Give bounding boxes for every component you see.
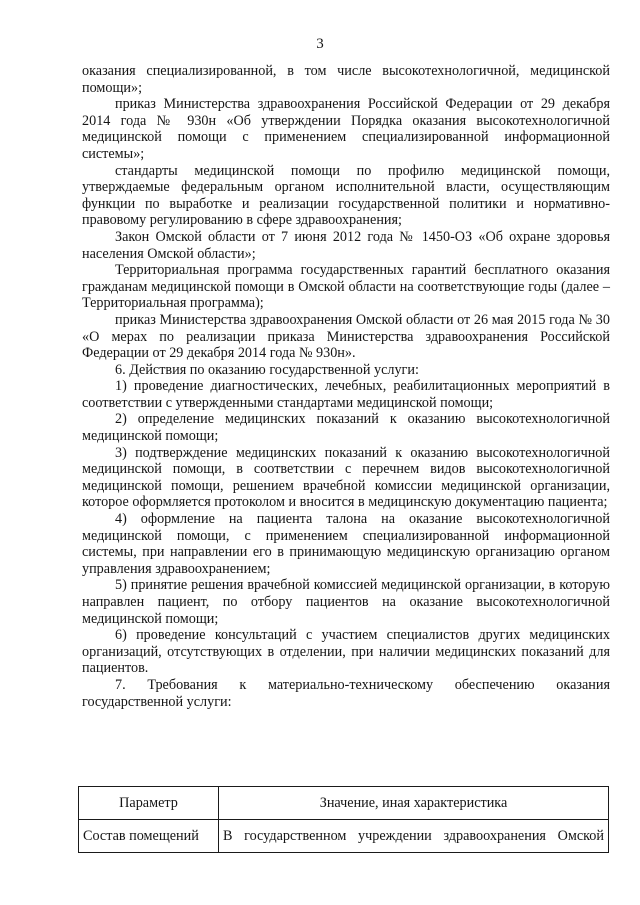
- list-item: 6) проведение консультаций с участием специалистов других медицинских организаций, отсутствующих в отделении, при наличии медицинских показаний для пациентов.: [82, 627, 610, 677]
- paragraph: приказ Министерства здравоохранения Российской Федерации от 29 декабря 2014 года № 930н «Об утверждении Порядка оказания высокотехнологичной медицинской помощи с применением специализированной информационной системы»;: [82, 96, 610, 162]
- paragraph: стандарты медицинской помощи по профилю медицинской помощи, утверждаемые федеральным органом исполнительной власти, осуществляющим функции по выработке и реализации государственной политики и нормативно-правовому регулированию в сфере здравоохранения;: [82, 162, 610, 229]
- table-cell-value: В государственном учреждении здравоохранения Омской: [219, 820, 609, 853]
- page-number: 3: [316, 36, 324, 52]
- list-item: 4) оформление на пациента талона на оказание высокотехнологичной медицинской помощи, с применением специализированной информационной системы, при направлении его в принимающую медицинскую организацию органом управления здравоохранением;: [82, 511, 610, 577]
- list-item: 2) определение медицинских показаний к оказанию высокотехнологичной медицинской помощи;: [82, 411, 610, 445]
- column-header-parameter: Параметр: [79, 787, 219, 820]
- paragraph: Закон Омской области от 7 июня 2012 года № 1450-ОЗ «Об охране здоровья населения Омской области»;: [82, 228, 610, 262]
- document-body: [82, 63, 610, 710]
- list-item: 3) подтверждение медицинских показаний к оказанию высокотехнологичной медицинской помощи, в соответствии с перечнем видов высокотехнологичной медицинской помощи, решением врачебной комиссии медицинской организации, которое оформляется протоколом и вносится в медицинскую документацию пациента;: [82, 444, 610, 511]
- table-cell-parameter: Состав помещений: [79, 820, 219, 853]
- paragraph: оказания специализированной, в том числе высокотехнологичной, медицинской помощи»;: [82, 63, 610, 96]
- list-item: 1) проведение диагностических, лечебных, реабилитационных мероприятий в соответствии с утвержденными стандартами медицинской помощи;: [82, 378, 610, 411]
- paragraph: приказ Министерства здравоохранения Омской области от 26 мая 2015 года № 30 «О мерах по реализации приказа Министерства здравоохранения Российской Федерации от 29 декабря 2014 года № 930н».: [82, 311, 610, 362]
- section-heading: 6. Действия по оказанию государственной услуги:: [115, 361, 419, 378]
- section-heading: 7. Требования к материально-техническому обеспечению оказания государственной услуги:: [82, 676, 610, 710]
- column-header-value: Значение, иная характеристика: [219, 787, 609, 820]
- paragraph: Территориальная программа государственных гарантий бесплатного оказания гражданам медицинской помощи в Омской области на соответствующие годы (далее – Территориальная программа);: [82, 262, 610, 312]
- requirements-table: [78, 786, 609, 853]
- table-header-row: [79, 787, 609, 820]
- list-item: 5) принятие решения врачебной комиссией медицинской организации, в которую направлен пациент, по отбору пациентов на оказание высокотехнологичной медицинской помощи;: [82, 577, 610, 627]
- table-row: [79, 820, 609, 853]
